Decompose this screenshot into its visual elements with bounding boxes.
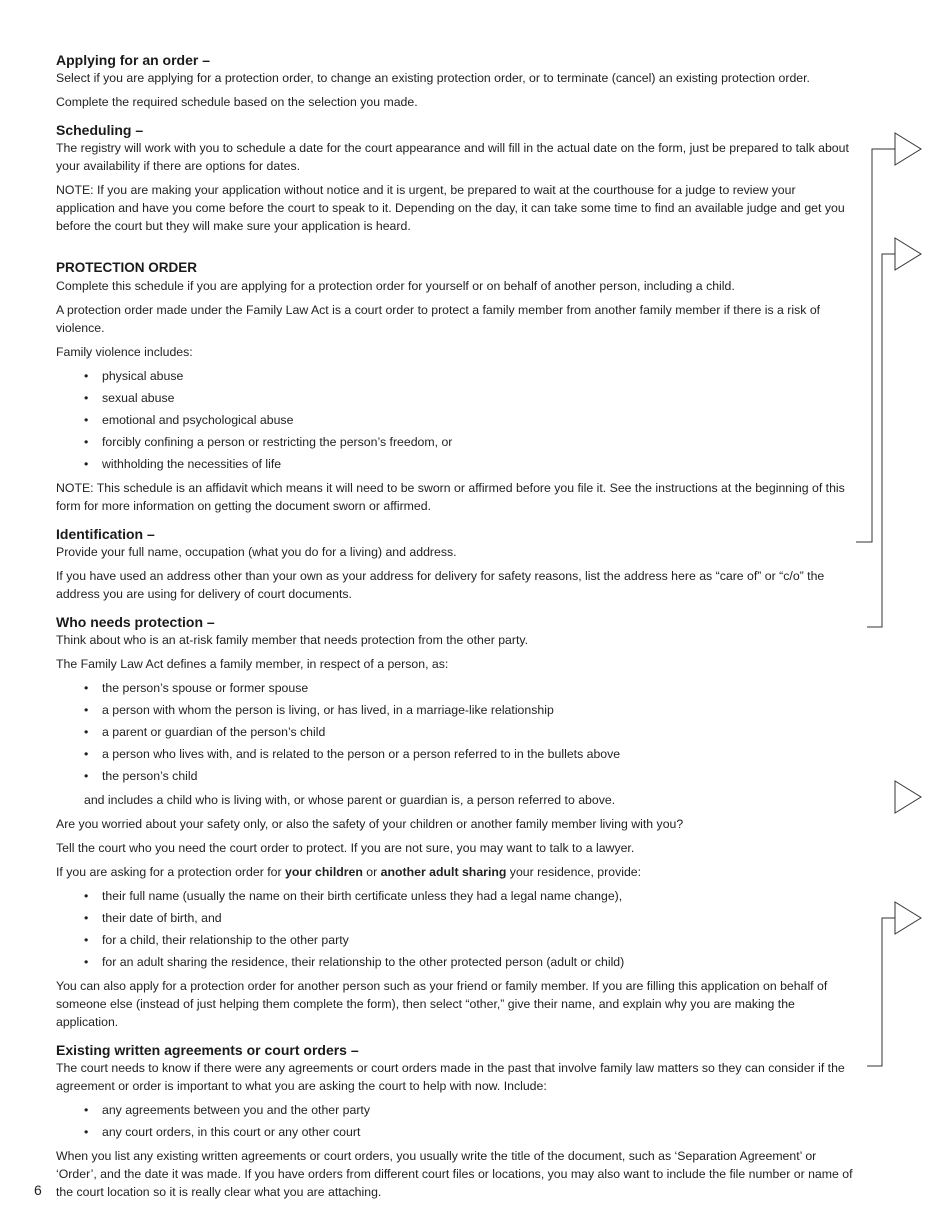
identification-heading: Identification – (56, 526, 155, 542)
list-item: • emotional and psychological abuse (56, 411, 856, 429)
list-item: • for a child, their relationship to the other party (56, 931, 856, 949)
page-number: 6 (34, 1182, 42, 1198)
list-item: • sexual abuse (56, 389, 856, 407)
existing-heading: Existing written agreements or court orders – (56, 1042, 359, 1058)
section-bracket-line (867, 918, 895, 1066)
list-item: • the person’s spouse or former spouse (56, 679, 856, 697)
list-item: • a parent or guardian of the person’s child (56, 723, 856, 741)
list-item: • any court orders, in this court or any other court (56, 1123, 856, 1141)
scheduling-note: NOTE: If you are making your application without notice and it is urgent, be prepared to wait at the courthouse for a judge to review your application and have you come before the court to speak to it. Depending on the day, it can take some time to find an available judge and get you before the court but they will make sure your application is heard. (56, 183, 845, 233)
list-item: • withholding the necessities of life (56, 455, 856, 473)
arrow-flag-icon (895, 781, 921, 813)
list-item: • for an adult sharing the residence, their relationship to the other protected person (adult or child) (56, 953, 856, 971)
applying-p2: Complete the required schedule based on the selection you made. (56, 95, 418, 109)
who-p5: Tell the court who you need the court order to protect. If you are not sure, you may want to talk to a lawyer. (56, 841, 635, 855)
arrow-flag-icon (895, 238, 921, 270)
arrow-flag-icon (895, 902, 921, 934)
list-item: • forcibly confining a person or restricting the person’s freedom, or (56, 433, 856, 451)
list-item: • any agreements between you and the other party (56, 1101, 856, 1119)
who-p2: The Family Law Act defines a family member, in respect of a person, as: (56, 657, 449, 671)
section-bracket-line (856, 149, 895, 542)
who-p1: Think about who is an at-risk family member that needs protection from the other party. (56, 633, 529, 647)
who-p6-b: your children (284, 865, 363, 879)
protection-p2: A protection order made under the Family Law Act is a court order to protect a family member from another family member if there is a risk of violence. (56, 303, 821, 335)
who-p6-d: another adult sharing (380, 865, 507, 879)
list-item: • their full name (usually the name on their birth certificate unless they had a legal name change), (56, 887, 856, 905)
scheduling-heading: Scheduling – (56, 122, 144, 138)
identification-p1: Provide your full name, occupation (what you do for a living) and address. (56, 545, 457, 559)
who-p7: You can also apply for a protection order for another person such as your friend or family member. If you are filling this application on behalf of someone else (instead of just helping them complete the form), then select “other,” give their name, and explain why you are making the application. (56, 979, 828, 1029)
scheduling-p1: The registry will work with you to schedule a date for the court appearance and will fill in the actual date on the form, just be prepared to talk about your availability if there are options for dates. (56, 141, 849, 173)
protection-p3: Family violence includes: (56, 345, 193, 359)
who-p6-c: or (362, 865, 381, 879)
section-bracket-line (867, 254, 895, 627)
existing-p1: The court needs to know if there were any agreements or court orders made in the past that involve family law matters so they can consider if the agreement or order is important to what you are asking the court to help with now. Include: (56, 1061, 845, 1093)
existing-p2: When you list any existing written agreements or court orders, you usually write the title of the document, such as ‘Separation Agreement’ or ‘Order’, and the date it was made. If you have orders from different court files or locations, you may also want to include the file number or name of the court location so it is really clear what you are attaching. (56, 1149, 853, 1199)
who-p4: Are you worried about your safety only, or also the safety of your children or another family member living with you? (56, 817, 684, 831)
list-item: • a person with whom the person is living, or has lived, in a marriage-like relationship (56, 701, 856, 719)
who-p3: and includes a child who is living with, or whose parent or guardian is, a person referred to above. (84, 793, 616, 807)
protection-p1: Complete this schedule if you are applying for a protection order for yourself or on behalf of another person, including a child. (56, 279, 735, 293)
list-item: • the person’s child (56, 767, 856, 785)
list-item: • a person who lives with, and is related to the person or a person referred to in the bullets above (56, 745, 856, 763)
protection-note: NOTE: This schedule is an affidavit which means it will need to be sworn or affirmed before you file it. See the instructions at the beginning of this form for more information on getting the document sworn or affirmed. (56, 481, 845, 513)
who-p6-a: If you are asking for a protection order for (56, 865, 285, 879)
protection-heading: PROTECTION ORDER (56, 260, 198, 275)
who-heading: Who needs protection – (56, 614, 215, 630)
arrow-flag-icon (895, 133, 921, 165)
applying-heading: Applying for an order – (56, 52, 211, 68)
list-item: • their date of birth, and (56, 909, 856, 927)
who-p6-e: your residence, provide: (506, 865, 642, 879)
list-item: • physical abuse (56, 367, 856, 385)
applying-p1: Select if you are applying for a protection order, to change an existing protection order, or to terminate (cancel) an existing protection order. (56, 71, 810, 85)
identification-p2: If you have used an address other than your own as your address for delivery for safety reasons, list the address here as “care of” or “c/o” the address you are using for delivery of court documents. (56, 569, 825, 601)
